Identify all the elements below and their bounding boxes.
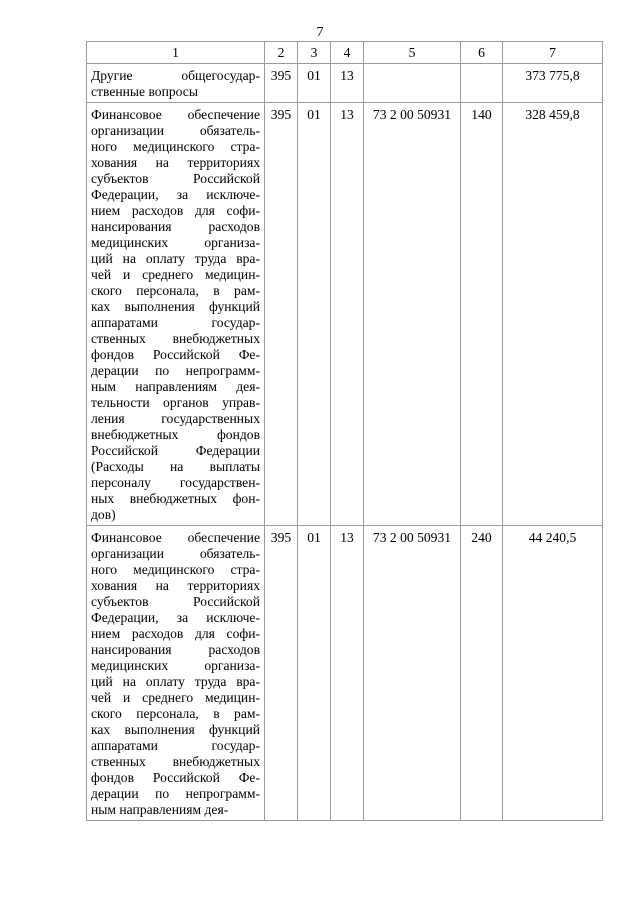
- description-line: дов): [91, 507, 116, 522]
- description-line: хования на территориях: [91, 155, 260, 170]
- description-line: нием расходов для софи-: [91, 203, 260, 218]
- row-description: [87, 103, 265, 526]
- description-line: фондов Российской Фе-: [91, 347, 260, 362]
- header-col-1: 1: [87, 42, 265, 64]
- cell-code-admin: 395: [265, 103, 298, 526]
- description-line: персоналу государствен-: [91, 475, 260, 490]
- cell-amount: 44 240,5: [503, 526, 603, 821]
- description-line: дерации по непрограмм-: [91, 363, 260, 378]
- description-line: аппаратами государ-: [91, 738, 260, 753]
- description-line: субъектов Российской: [91, 594, 260, 609]
- description-line: ных внебюджетных фон-: [91, 491, 260, 506]
- description-line: Другие общегосудар-: [91, 68, 260, 83]
- cell-section: 01: [298, 64, 331, 103]
- cell-subsection: 13: [331, 103, 364, 526]
- header-col-5: 5: [364, 42, 461, 64]
- cell-section: 01: [298, 526, 331, 821]
- description-line: хования на территориях: [91, 578, 260, 593]
- description-line: Российской Федерации: [91, 443, 260, 458]
- description-line: ций на оплату труда вра-: [91, 251, 260, 266]
- cell-target-article: 73 2 00 50931: [364, 103, 461, 526]
- description-line: организации обязатель-: [91, 546, 260, 561]
- description-line: ным направлениям дея-: [91, 802, 229, 817]
- header-col-7: 7: [503, 42, 603, 64]
- description-line: ственных внебюджетных: [91, 754, 260, 769]
- table-row: [87, 526, 603, 821]
- page-number: 7: [316, 25, 324, 40]
- description-line: ным направлениям дея-: [91, 379, 260, 394]
- description-line: ского персонала, в рам-: [91, 706, 260, 721]
- description-line: (Расходы на выплаты: [91, 459, 260, 474]
- cell-code-admin: 395: [265, 526, 298, 821]
- header-row: [87, 42, 603, 64]
- row-description: [87, 526, 265, 821]
- cell-subsection: 13: [331, 526, 364, 821]
- cell-amount: 373 775,8: [503, 64, 603, 103]
- description-line: ций на оплату труда вра-: [91, 674, 260, 689]
- cell-amount: 328 459,8: [503, 103, 603, 526]
- description-line: Финансовое обеспечение: [91, 107, 260, 122]
- description-line: чей и среднего медицин-: [91, 267, 260, 282]
- description-line: ского персонала, в рам-: [91, 283, 260, 298]
- header-col-4: 4: [331, 42, 364, 64]
- header-col-3: 3: [298, 42, 331, 64]
- description-line: ного медицинского стра-: [91, 139, 260, 154]
- cell-target-article: 73 2 00 50931: [364, 526, 461, 821]
- description-line: нием расходов для софи-: [91, 626, 260, 641]
- description-line: ственных внебюджетных: [91, 331, 260, 346]
- description-line: нансирования расходов: [91, 642, 260, 657]
- description-line: Федерации, за исключе-: [91, 187, 260, 202]
- description-line: организации обязатель-: [91, 123, 260, 138]
- cell-expense-type: 140: [461, 103, 503, 526]
- header-col-2: 2: [265, 42, 298, 64]
- description-line: дерации по непрограмм-: [91, 786, 260, 801]
- description-line: ного медицинского стра-: [91, 562, 260, 577]
- table-row: [87, 103, 603, 526]
- description-line: внебюджетных фондов: [91, 427, 260, 442]
- cell-target-article: [364, 64, 461, 103]
- cell-code-admin: 395: [265, 64, 298, 103]
- budget-table: [86, 41, 603, 821]
- header-col-6: 6: [461, 42, 503, 64]
- description-line: тельности органов управ-: [91, 395, 260, 410]
- description-line: ках выполнения функций: [91, 722, 260, 737]
- description-line: Федерации, за исключе-: [91, 610, 260, 625]
- cell-subsection: 13: [331, 64, 364, 103]
- description-line: чей и среднего медицин-: [91, 690, 260, 705]
- description-line: субъектов Российской: [91, 171, 260, 186]
- description-line: медицинских организа-: [91, 658, 260, 673]
- description-line: ственные вопросы: [91, 84, 198, 99]
- row-description: [87, 64, 265, 103]
- description-line: ления государственных: [91, 411, 260, 426]
- description-line: аппаратами государ-: [91, 315, 260, 330]
- description-line: Финансовое обеспечение: [91, 530, 260, 545]
- description-line: фондов Российской Фе-: [91, 770, 260, 785]
- description-line: медицинских организа-: [91, 235, 260, 250]
- cell-expense-type: 240: [461, 526, 503, 821]
- table-row: [87, 64, 603, 103]
- cell-expense-type: [461, 64, 503, 103]
- description-line: ках выполнения функций: [91, 299, 260, 314]
- cell-section: 01: [298, 103, 331, 526]
- description-line: нансирования расходов: [91, 219, 260, 234]
